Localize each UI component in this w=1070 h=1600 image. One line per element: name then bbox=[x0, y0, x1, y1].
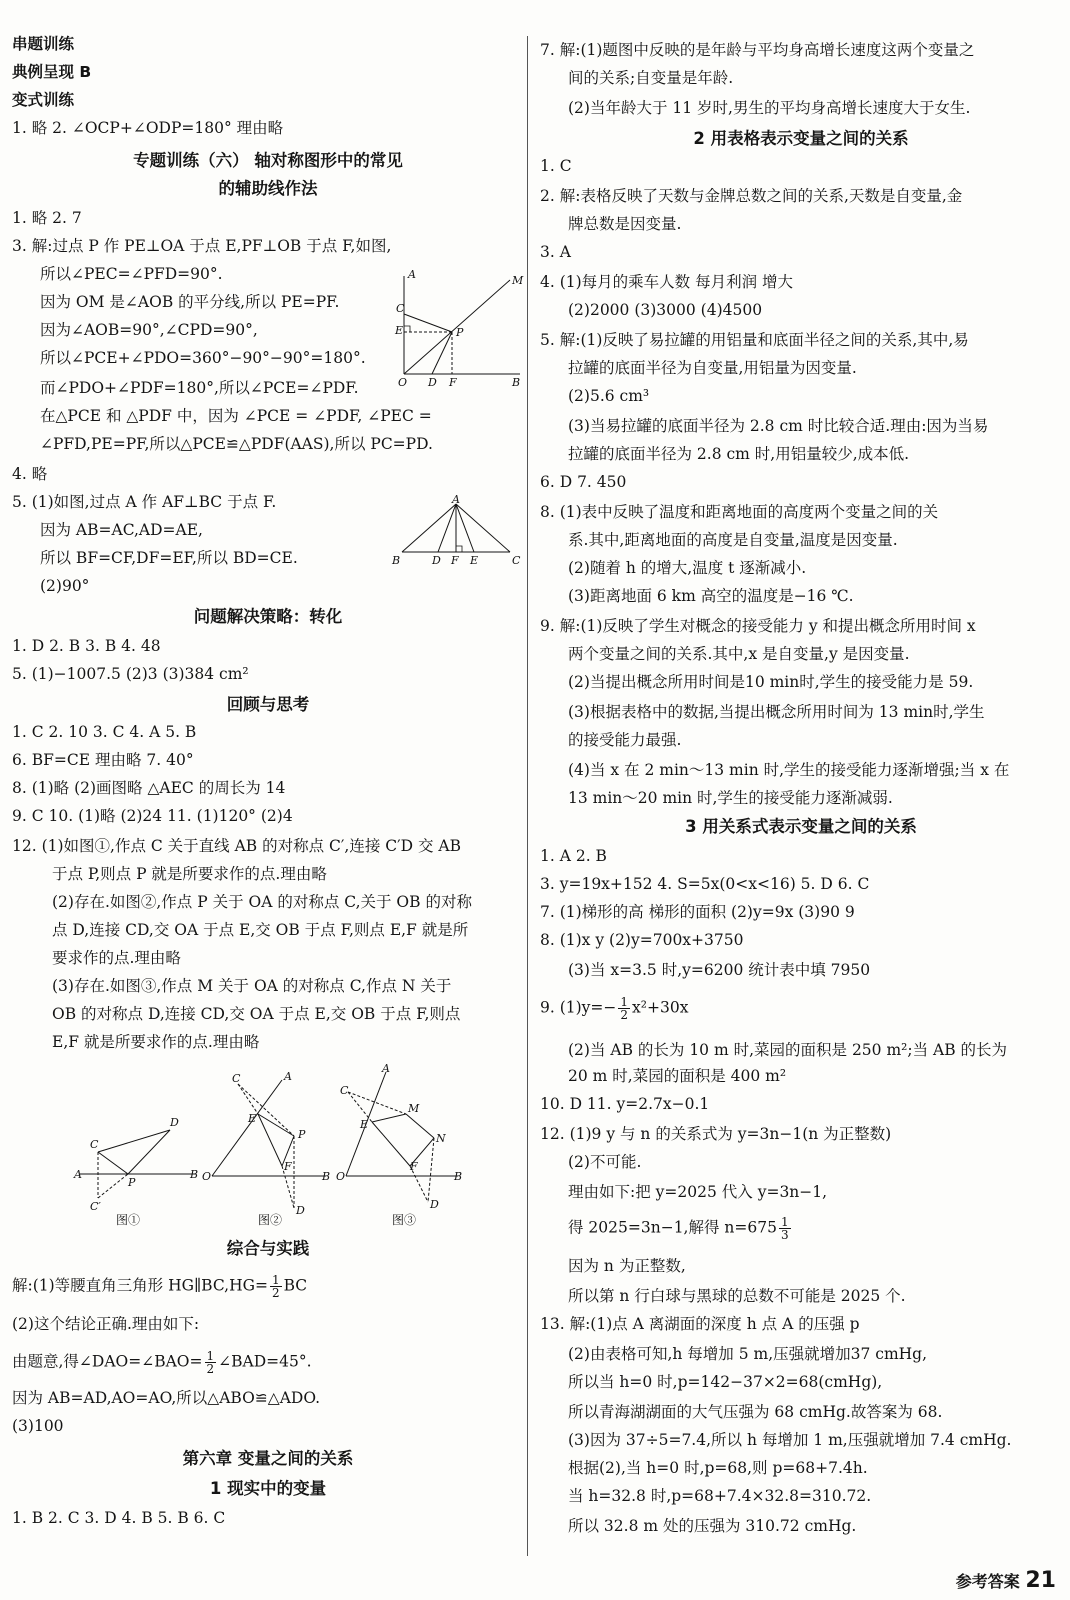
answer-line: 5. (1)−1007.5 (2)3 (3)384 cm² bbox=[12, 665, 249, 683]
svg-text:O: O bbox=[398, 376, 408, 389]
answer-line: 所以当 h=0 时,p=142−37×2=68(cmHg), bbox=[568, 1373, 883, 1391]
answer-line: 12. (1)如图①,作点 C 关于直线 AB 的对称点 C′,连接 C′D 交 AB bbox=[12, 837, 462, 855]
answer-line: 拉罐的底面半径为自变量,用铝量为因变量. bbox=[568, 359, 857, 377]
svg-text:F: F bbox=[410, 1160, 418, 1173]
svg-text:B: B bbox=[512, 376, 521, 389]
svg-text:F: F bbox=[451, 554, 459, 567]
svg-text:E: E bbox=[248, 1112, 257, 1125]
answer-line: 因为 n 为正整数, bbox=[568, 1257, 686, 1275]
answer-line: 因为 AB=AD,AO=AO,所以△ABO≌△ADO. bbox=[12, 1389, 321, 1407]
geometry-figure-isosceles bbox=[388, 494, 522, 570]
answer-line: 因为 OM 是∠AOB 的平分线,所以 PE=PF. bbox=[40, 293, 340, 311]
svg-text:D: D bbox=[430, 1198, 439, 1211]
answer-line: 1. 略 2. 7 bbox=[12, 209, 82, 227]
svg-text:E: E bbox=[395, 324, 404, 337]
answer-line: 当 h=32.8 时,p=68+7.4×32.8=310.72. bbox=[568, 1487, 872, 1505]
answer-line: 点 D,连接 CD,交 OA 于点 E,交 OB 于点 F,则点 E,F 就是所 bbox=[52, 921, 469, 939]
section-label: 变式训练 bbox=[12, 91, 75, 109]
answer-line: (3)距离地面 6 km 高空的温度是−16 ℃. bbox=[568, 587, 854, 605]
page-footer bbox=[956, 1568, 1056, 1593]
section-heading: 的辅助线作法 bbox=[218, 179, 318, 198]
answer-line: (4)当 x 在 2 min～13 min 时,学生的接受能力逐渐增强;当 x 在 bbox=[568, 761, 1010, 779]
answer-line: 5. (1)如图,过点 A 作 AF⊥BC 于点 F. bbox=[12, 493, 277, 511]
fraction: $\frac{1}{2}$ bbox=[271, 1273, 280, 1300]
answer-line: 所以∠PCE+∠PDO=360°−90°−90°=180°. bbox=[40, 349, 366, 367]
answer-line: 1. B 2. C 3. D 4. B 5. B 6. C bbox=[12, 1509, 226, 1527]
svg-text:P: P bbox=[128, 1176, 136, 1189]
svg-text:A: A bbox=[382, 1062, 390, 1075]
answer-line: 8. (1)表中反映了温度和距离地面的高度两个变量之间的关 bbox=[540, 503, 939, 521]
svg-text:C: C bbox=[512, 554, 521, 567]
figure-caption: 图③ bbox=[392, 1213, 417, 1227]
answer-line: 9. 解:(1)反映了学生对概念的接受能力 y 和提出概念所用时间 x bbox=[540, 617, 976, 635]
svg-text:M: M bbox=[408, 1102, 420, 1115]
svg-text:A: A bbox=[284, 1070, 292, 1083]
svg-text:B: B bbox=[322, 1170, 331, 1183]
answer-line: (3)当 x=3.5 时,y=6200 统计表中填 7950 bbox=[568, 961, 871, 979]
geometry-figure-2 bbox=[198, 1066, 338, 1230]
answer-line: (2)当年龄大于 11 岁时,男生的平均身高增长速度大于女生. bbox=[568, 99, 971, 117]
svg-text:A: A bbox=[452, 494, 460, 506]
answer-line: 于点 P,则点 P 就是所要求作的点.理由略 bbox=[52, 865, 327, 883]
svg-text:C: C bbox=[90, 1138, 99, 1151]
answer-line: 2. 解:表格反映了天数与金牌总数之间的关系,天数是自变量,金 bbox=[540, 187, 963, 205]
fraction: $\frac{1}{2}$ bbox=[620, 995, 629, 1022]
svg-text:C′: C′ bbox=[90, 1200, 101, 1213]
answer-line: 根据(2),当 h=0 时,p=68,则 p=68+7.4h. bbox=[568, 1459, 868, 1477]
answer-line: (2)随着 h 的增大,温度 t 逐渐减小. bbox=[568, 559, 807, 577]
answer-line: 6. BF=CE 理由略 7. 40° bbox=[12, 751, 194, 769]
answer-line: 5. 解:(1)反映了易拉罐的用铝量和底面半径之间的关系,其中,易 bbox=[540, 331, 969, 349]
geometry-figure-3 bbox=[328, 1062, 478, 1230]
answer-line: 3. A bbox=[540, 243, 571, 261]
answer-line: 4. (1)每月的乘车人数 每月利润 增大 bbox=[540, 273, 794, 291]
geometry-figure-angle-bisector bbox=[394, 266, 524, 390]
answer-line: 3. 解:过点 P 作 PE⊥OA 于点 E,PF⊥OB 于点 F,如图, bbox=[12, 237, 392, 255]
answer-line: (2)当提出概念所用时间是10 min时,学生的接受能力是 59. bbox=[568, 673, 974, 691]
svg-text:A: A bbox=[408, 268, 416, 281]
answer-line: 拉罐的底面半径为 2.8 cm 时,用铝量较少,成本低. bbox=[568, 445, 910, 463]
svg-text:O: O bbox=[336, 1170, 346, 1183]
answer-line: (3)存在.如图③,作点 M 关于 OA 的对称点 C,作点 N 关于 bbox=[52, 977, 452, 995]
answer-line: 所以∠PEC=∠PFD=90°. bbox=[40, 265, 223, 283]
answer-line: OB 的对称点 D,连接 CD,交 OA 于点 E,交 OB 于点 F,则点 bbox=[52, 1005, 461, 1023]
answer-line: 所以 BF=CF,DF=EF,所以 BD=CE. bbox=[40, 549, 298, 567]
section-label: 串题训练 bbox=[12, 35, 75, 53]
answer-line: 10. D 11. y=2.7x−0.1 bbox=[540, 1095, 710, 1113]
svg-text:P: P bbox=[298, 1128, 306, 1141]
answer-line: 1. C 2. 10 3. C 4. A 5. B bbox=[12, 723, 197, 741]
answer-line: 的接受能力最强. bbox=[568, 731, 682, 749]
svg-text:D: D bbox=[432, 554, 441, 567]
footer-label: 参考答案 bbox=[955, 1572, 1020, 1591]
answer-line: (2)这个结论正确.理由如下: bbox=[12, 1315, 200, 1333]
answer-line: (2)90° bbox=[40, 577, 90, 595]
answer-line: 解:(1)等腰直角三角形 HG∥BC,HG= $\frac{1}{2}$ BC bbox=[12, 1273, 308, 1300]
answer-line: (3)100 bbox=[12, 1417, 64, 1435]
svg-text:M: M bbox=[512, 274, 524, 287]
svg-text:C: C bbox=[340, 1084, 349, 1097]
answer-line: (2)存在.如图②,作点 P 关于 OA 的对称点 C,关于 OB 的对称 bbox=[52, 893, 472, 911]
svg-text:F: F bbox=[449, 376, 457, 389]
answer-line: 牌总数是因变量. bbox=[568, 215, 682, 233]
svg-text:D: D bbox=[428, 376, 437, 389]
section-heading: 1 现实中的变量 bbox=[209, 1479, 327, 1498]
answer-line: 7. (1)梯形的高 梯形的面积 (2)y=9x (3)90 9 bbox=[540, 903, 855, 921]
answer-line: 1. 略 2. ∠OCP+∠ODP=180° 理由略 bbox=[12, 119, 284, 137]
fraction: $\frac{1}{3}$ bbox=[780, 1215, 789, 1242]
answer-line: 两个变量之间的关系.其中,x 是自变量,y 是因变量. bbox=[568, 645, 910, 663]
page-number: 21 bbox=[1025, 1568, 1056, 1593]
answer-line: 在△PCE 和 △PDF 中，因为 ∠PCE = ∠PDF, ∠PEC = bbox=[40, 407, 432, 425]
answer-line: 9. (1)y=− $\frac{1}{2}$ x²+30x bbox=[540, 995, 689, 1022]
svg-text:F: F bbox=[284, 1160, 292, 1173]
svg-text:O: O bbox=[202, 1170, 212, 1183]
svg-text:E: E bbox=[470, 554, 479, 567]
answer-line: 所以第 n 行白球与黑球的总数不可能是 2025 个. bbox=[568, 1287, 906, 1305]
answer-line: E,F 就是所要求作的点.理由略 bbox=[52, 1033, 260, 1051]
answer-line: (3)当易拉罐的底面半径为 2.8 cm 时比较合适.理由:因为当易 bbox=[568, 417, 989, 435]
answer-line: 由题意,得∠DAO=∠BAO= $\frac{1}{2}$ ∠BAD=45°. bbox=[12, 1349, 312, 1376]
answer-line: 13 min～20 min 时,学生的接受能力逐渐减弱. bbox=[568, 789, 893, 807]
figure-caption: 图② bbox=[258, 1213, 283, 1227]
answer-line: 8. (1)x y (2)y=700x+3750 bbox=[540, 931, 744, 949]
svg-text:P: P bbox=[456, 326, 464, 339]
answer-line: (3)因为 37÷5=7.4,所以 h 每增加 1 m,压强就增加 7.4 cmHg. bbox=[568, 1431, 1012, 1449]
section-heading: 综合与实践 bbox=[226, 1239, 310, 1258]
answer-line: 得 2025=3n−1,解得 n=675 $\frac{1}{3}$ bbox=[568, 1215, 789, 1242]
section-heading: 问题解决策略：转化 bbox=[193, 607, 343, 626]
section-heading: 3 用关系式表示变量之间的关系 bbox=[685, 817, 917, 836]
chapter-heading: 第六章 变量之间的关系 bbox=[182, 1449, 354, 1468]
answer-line: 12. (1)9 y 与 n 的关系式为 y=3n−1(n 为正整数) bbox=[540, 1125, 892, 1143]
answer-line: 理由如下:把 y=2025 代入 y=3n−1, bbox=[568, 1183, 828, 1201]
svg-text:C: C bbox=[396, 302, 405, 315]
answer-line: 8. (1)略 (2)画图略 △AEC 的周长为 14 bbox=[12, 779, 286, 797]
answer-line: 所以 32.8 m 处的压强为 310.72 cmHg. bbox=[568, 1517, 857, 1535]
section-heading: 2 用表格表示变量之间的关系 bbox=[693, 129, 909, 148]
answer-line: 而∠PDO+∠PDF=180°,所以∠PCE=∠PDF. bbox=[40, 379, 359, 397]
svg-text:B: B bbox=[190, 1168, 199, 1181]
svg-text:N: N bbox=[436, 1132, 446, 1145]
answer-line: (2)不可能. bbox=[568, 1153, 642, 1171]
answer-line: 20 m 时,菜园的面积是 400 m² bbox=[568, 1067, 787, 1085]
answer-line: 因为∠AOB=90°,∠CPD=90°, bbox=[40, 321, 258, 339]
svg-text:D: D bbox=[296, 1204, 305, 1217]
answer-line: ∠PFD,PE=PF,所以△PCE≌△PDF(AAS),所以 PC=PD. bbox=[40, 435, 433, 453]
section-heading: 回顾与思考 bbox=[226, 695, 310, 714]
column-divider bbox=[527, 36, 528, 1556]
answer-line: 9. C 10. (1)略 (2)24 11. (1)120° (2)4 bbox=[12, 807, 293, 825]
answer-line: 1. D 2. B 3. B 4. 48 bbox=[12, 637, 161, 655]
svg-text:A: A bbox=[74, 1168, 82, 1181]
answer-line: 所以青海湖湖面的大气压强为 68 cmHg.故答案为 68. bbox=[568, 1403, 943, 1421]
answer-line: 间的关系;自变量是年龄. bbox=[568, 69, 734, 87]
section-label: 典例呈现 B bbox=[12, 63, 92, 81]
svg-text:B: B bbox=[454, 1170, 463, 1183]
answer-line: 7. 解:(1)题图中反映的是年龄与平均身高增长速度这两个变量之 bbox=[540, 41, 975, 59]
answer-line: (2)2000 (3)3000 (4)4500 bbox=[568, 301, 763, 319]
fraction: $\frac{1}{2}$ bbox=[206, 1349, 215, 1376]
answer-line: 要求作的点.理由略 bbox=[52, 949, 181, 967]
svg-text:C: C bbox=[232, 1072, 241, 1085]
section-heading: 专题训练（六） 轴对称图形中的常见 bbox=[133, 151, 403, 170]
answer-line: 因为 AB=AC,AD=AE, bbox=[40, 521, 203, 539]
svg-text:E: E bbox=[360, 1118, 369, 1131]
answer-line: 系.其中,距离地面的高度是自变量,温度是因变量. bbox=[568, 531, 898, 549]
figure-caption: 图① bbox=[116, 1213, 141, 1227]
svg-text:B: B bbox=[392, 554, 401, 567]
answer-line: (2)5.6 cm³ bbox=[568, 387, 650, 405]
svg-text:D: D bbox=[170, 1116, 179, 1129]
answer-line: 1. A 2. B bbox=[540, 847, 607, 865]
answer-line: (3)根据表格中的数据,当提出概念所用时间为 13 min时,学生 bbox=[568, 703, 985, 721]
answer-line: 1. C bbox=[540, 157, 572, 175]
answer-line: (2)当 AB 的长为 10 m 时,菜园的面积是 250 m²;当 AB 的长为 bbox=[568, 1041, 1008, 1059]
answer-line: 6. D 7. 450 bbox=[540, 473, 627, 491]
answer-line: 13. 解:(1)点 A 离湖面的深度 h 点 A 的压强 p bbox=[540, 1315, 860, 1333]
answer-line: 4. 略 bbox=[12, 465, 48, 483]
answer-line: 3. y=19x+152 4. S=5x(0<x<16) 5. D 6. C bbox=[540, 875, 870, 893]
answer-line: (2)由表格可知,h 每增加 5 m,压强就增加37 cmHg, bbox=[568, 1345, 928, 1363]
